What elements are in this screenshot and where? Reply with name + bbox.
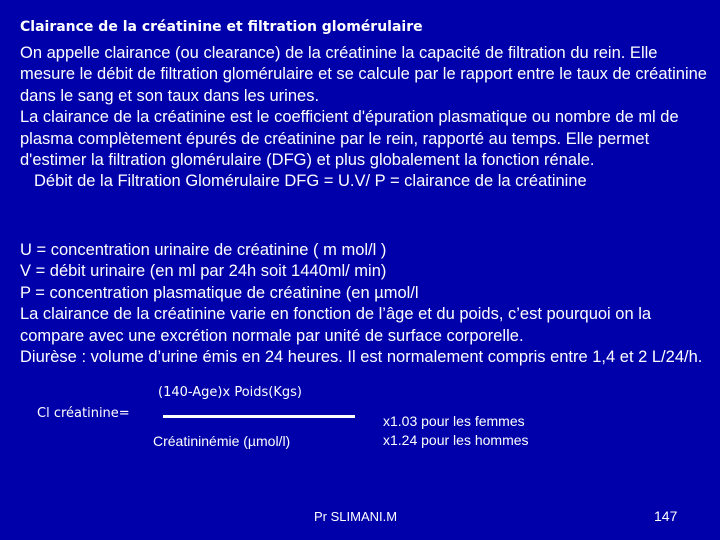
- page-number: 147: [654, 508, 678, 524]
- slide-title: Clairance de la créatinine et filtration glomérulaire: [20, 19, 423, 35]
- definition-p: P = concentration plasmatique de créatinine (en µmol/l: [20, 283, 419, 302]
- gender-factors: [383, 412, 529, 450]
- intro-text: [20, 43, 710, 193]
- definition-diuresis: Diurèse : volume d’urine émis en 24 heures. Il est normalement compris entre 1,4 et 2 L/24/h.: [20, 348, 703, 367]
- formula-label: Cl créatinine=: [37, 406, 130, 421]
- definition-u: U = concentration urinaire de créatinine ( m mol/l ): [20, 241, 387, 259]
- definition-v: V = débit urinaire (en ml par 24h soit 1440ml/ min): [20, 262, 387, 281]
- paragraph-coefficient: La clairance de la créatinine est le coefficient d'épuration plasmatique ou nombre de ml de plasma complètement épurés de créatinine par le rein, rapporté au temps. Elle permet d'estimer la filtration glomérulaire (DFG) et plus globalement la fonction rénale.: [20, 108, 679, 170]
- formula-numerator: (140-Age)x Poids(Kgs): [158, 385, 302, 400]
- fraction-bar: [163, 415, 355, 418]
- factor-women: x1.03 pour les femmes: [383, 413, 525, 429]
- definition-variation: La clairance de la créatinine varie en fonction de l’âge et du poids, c’est pourquoi on la compare avec une excrétion normale par unité de surface corporelle.: [20, 305, 652, 345]
- formula-denominator: Créatininémie (µmol/l): [153, 433, 291, 449]
- factor-men: x1.24 pour les hommes: [383, 432, 529, 448]
- paragraph-definition: On appelle clairance (ou clearance) de la créatinine la capacité de filtration du rein. Elle mesure le débit de filtration glomérulaire et se calcule par le rapport entre le taux de créatinine dans le sang et son taux dans les urines.: [20, 44, 707, 105]
- definitions-list: [20, 240, 710, 368]
- dfg-formula: Débit de la Filtration Glomérulaire DFG = U.V/ P = clairance de la créatinine: [34, 172, 587, 191]
- footer-author: Pr SLIMANI.M: [314, 509, 398, 524]
